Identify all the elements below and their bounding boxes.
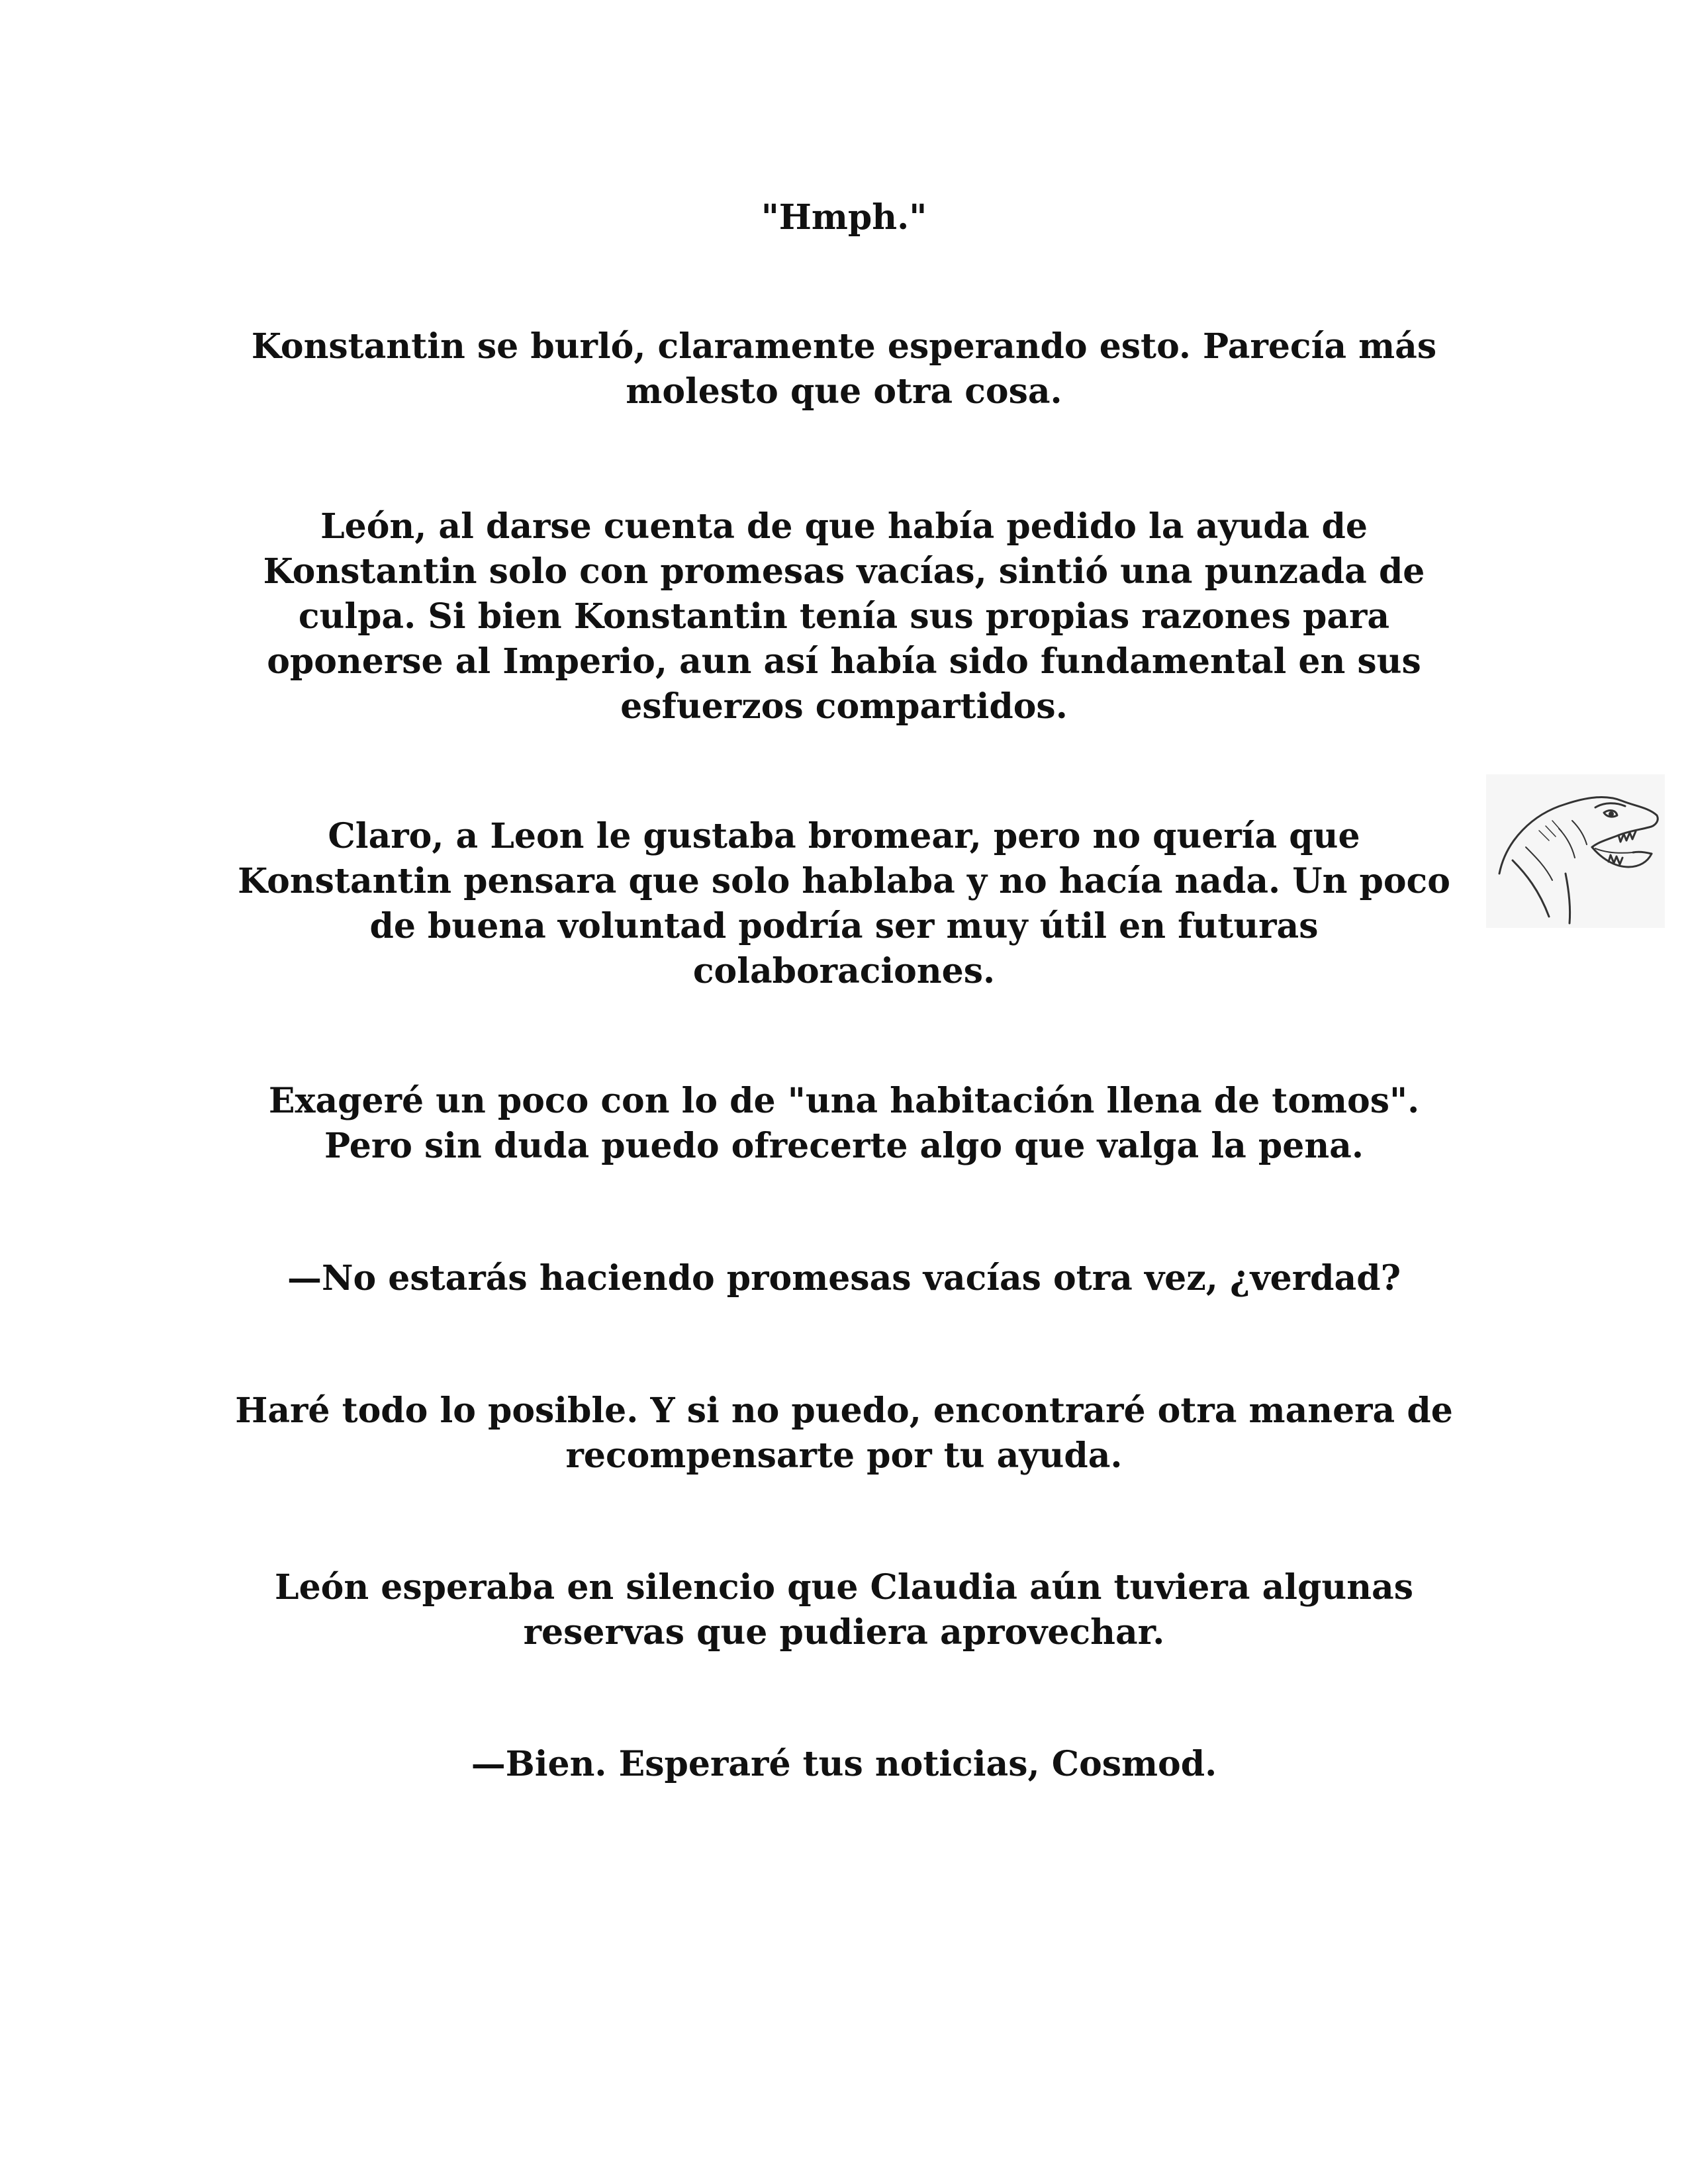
text-line: Claro, a Leon le gustaba bromear, pero no quería que <box>328 816 1360 856</box>
paragraph-leon-guilt <box>0 504 1688 729</box>
paragraph-claudia-reserves <box>0 1565 1688 1655</box>
text-line: —Bien. Esperaré tus noticias, Cosmod. <box>471 1744 1217 1784</box>
paragraph-empty-promises-question <box>0 1256 1688 1301</box>
text-line: Konstantin solo con promesas vacías, sintió una punzada de <box>263 551 1425 592</box>
paragraph-hmph <box>0 195 1688 240</box>
text-line: León esperaba en silencio que Claudia aún tuviera algunas <box>275 1567 1413 1608</box>
text-line: León, al darse cuenta de que había pedido la ayuda de <box>320 506 1368 547</box>
text-line: culpa. Si bien Konstantin tenía sus propias razones para <box>298 596 1390 637</box>
text-line: Exageré un poco con lo de "una habitación llena de tomos". <box>268 1081 1420 1121</box>
text-line: —No estarás haciendo promesas vacías otra vez, ¿verdad? <box>287 1258 1401 1298</box>
dinosaur-head-sketch-icon <box>1486 774 1665 928</box>
text-line: Pero sin duda puedo ofrecerte algo que valga la pena. <box>324 1126 1364 1166</box>
paragraph-konstantin-scoffed <box>0 324 1688 414</box>
text-line: esfuerzos compartidos. <box>620 686 1068 727</box>
text-line: colaboraciones. <box>692 951 996 991</box>
text-line: recompensarte por tu ayuda. <box>565 1435 1123 1476</box>
paragraph-await-news <box>0 1742 1688 1787</box>
text-line: reservas que pudiera aprovechar. <box>523 1612 1165 1653</box>
paragraph-do-my-best <box>0 1388 1688 1479</box>
text-line: Konstantin pensara que solo hablaba y no hacía nada. Un poco <box>238 861 1450 901</box>
paragraph-leon-joking <box>0 814 1688 994</box>
text-line: "Hmph." <box>761 197 927 238</box>
text-line: molesto que otra cosa. <box>626 371 1062 412</box>
text-line: Konstantin se burló, claramente esperando esto. Parecía más <box>251 326 1437 367</box>
text-line: Haré todo lo posible. Y si no puedo, encontraré otra manera de <box>235 1390 1453 1431</box>
text-line: de buena voluntad podría ser muy útil en futuras <box>369 906 1319 946</box>
text-line: oponerse al Imperio, aun así había sido fundamental en sus <box>267 641 1421 682</box>
paragraph-exaggerated <box>0 1079 1688 1169</box>
